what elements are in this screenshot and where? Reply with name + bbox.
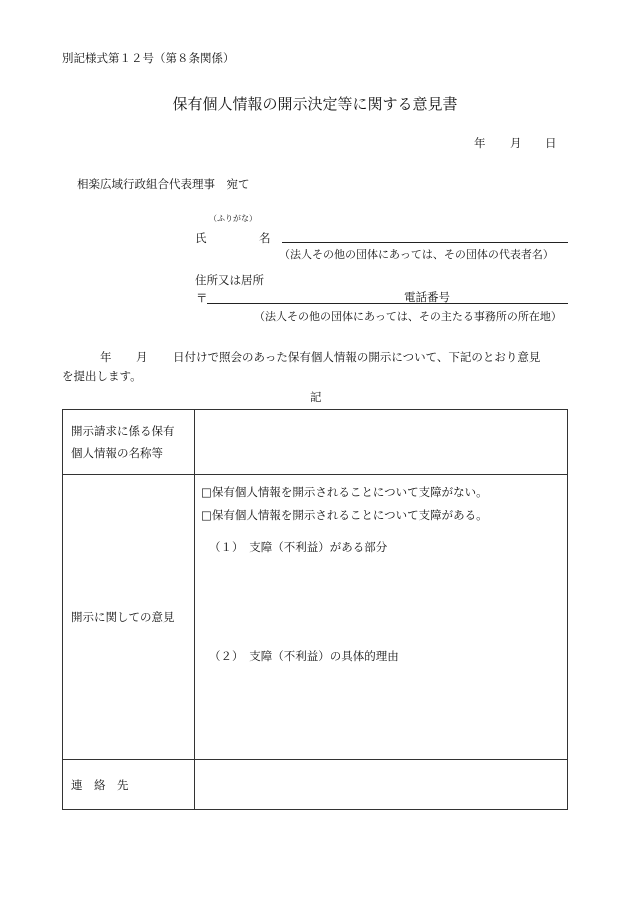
name-label-1: 氏: [195, 231, 207, 245]
row1-label-cell: [63, 410, 195, 475]
form-number: 別記様式第１２号（第８条関係）: [62, 51, 235, 65]
table-row: [63, 410, 568, 475]
sub-item-2: （２） 支障（不利益）の具体的理由: [209, 649, 399, 663]
page-title: 保有個人情報の開示決定等に関する意見書: [172, 95, 458, 113]
phone-label: 電話番号: [404, 290, 450, 304]
body-month-label: 月: [136, 350, 148, 364]
table-row: [63, 475, 568, 760]
body-text-line2: を提出します。: [62, 369, 142, 383]
row1-label-line2: 個人情報の名称等: [71, 446, 163, 460]
body-year-label: 年: [100, 350, 112, 364]
name-input-line[interactable]: [282, 242, 568, 243]
row3-label-cell: [63, 760, 195, 810]
name-label-2: 名: [259, 231, 271, 245]
row2-label-cell: [63, 475, 195, 760]
date-year-label: 年: [474, 136, 486, 150]
address-note: （法人その他の団体にあっては、その主たる事務所の所在地）: [254, 310, 562, 323]
addressee: 相楽広域行政組合代表理事 宛て: [77, 177, 250, 191]
row3-input-cell[interactable]: [195, 760, 568, 810]
row2-input-cell: [195, 475, 568, 760]
row3-label: 連 絡 先: [71, 777, 129, 792]
checkbox-issue[interactable]: □保有個人情報を開示されることについて支障がある。: [201, 508, 488, 522]
checkbox-no-issue[interactable]: □保有個人情報を開示されることについて支障がない。: [201, 485, 488, 499]
table-row: [63, 760, 568, 810]
ki-label: 記: [310, 390, 322, 404]
address-label: 住所又は居所: [195, 273, 264, 287]
name-note: （法人その他の団体にあっては、その団体の代表者名）: [279, 248, 554, 261]
date-month-label: 月: [510, 136, 522, 150]
body-text-line1: 日付けで照会のあった保有個人情報の開示について、下記のとおり意見: [173, 350, 541, 364]
row1-input-cell[interactable]: [195, 410, 568, 475]
address-input-line[interactable]: [207, 303, 568, 304]
row2-label: 開示に関しての意見: [71, 610, 175, 624]
sub-item-1: （１） 支障（不利益）がある部分: [209, 540, 388, 554]
row1-label-line1: 開示請求に係る保有: [71, 424, 175, 438]
date-day-label: 日: [545, 136, 557, 150]
opinion-table: [62, 409, 568, 810]
postal-mark: 〒: [196, 291, 208, 305]
furigana-label: （ふりがな）: [209, 214, 257, 223]
